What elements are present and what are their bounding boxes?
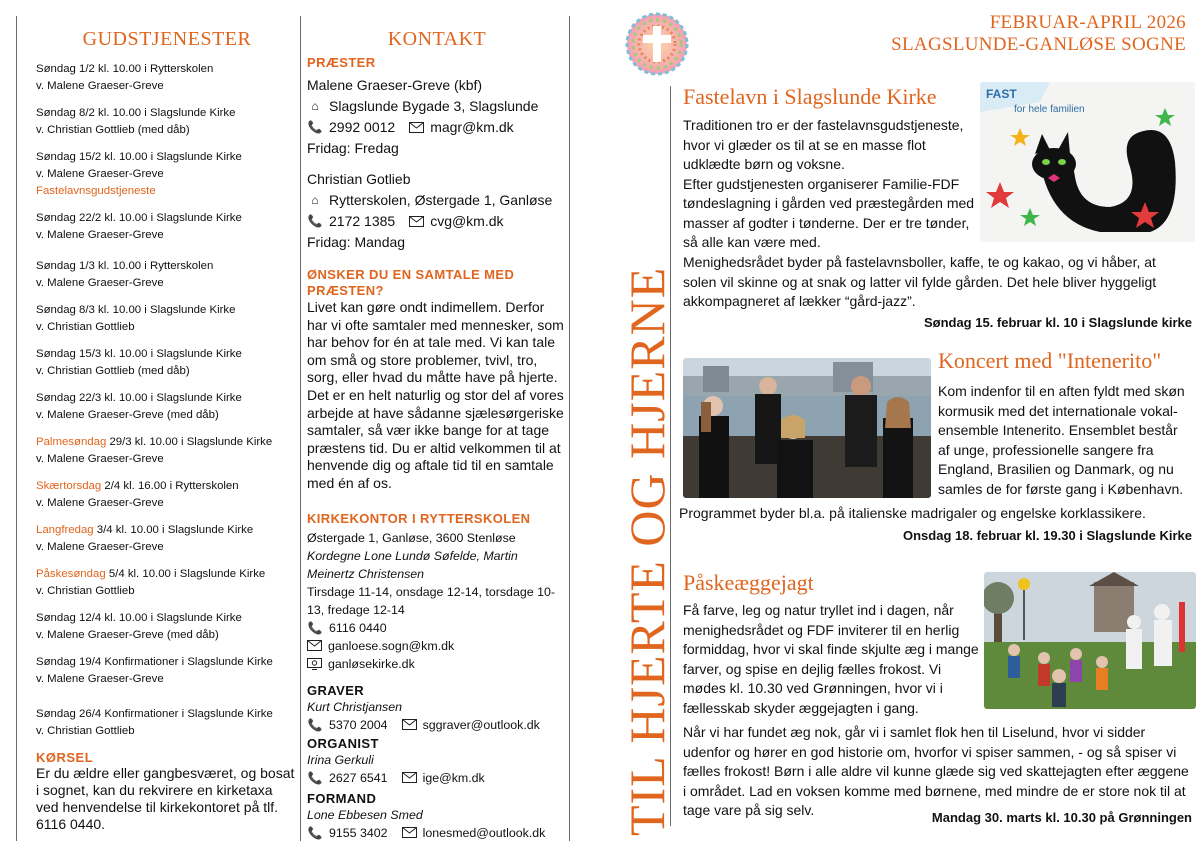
service-date-text: Søndag 8/3 kl. 10.00 i Slagslunde Kirke bbox=[36, 304, 236, 316]
service-item bbox=[36, 522, 298, 556]
fastelavn-text-3: Menighedsrådet byder på fastelavnsboller, kaffe, te og kakao, og vi håber, at solen vil skinne og at snak og latter vil fylde gården. Det hele bliver hyggeligt akkompagneret af lækker “gård-jazz”. bbox=[683, 254, 1157, 309]
priests-title: PRÆSTER bbox=[307, 55, 376, 70]
column-divider-2 bbox=[569, 16, 570, 841]
service-priest: v. Malene Graeser-Greve bbox=[36, 673, 164, 685]
formand-name: Lone Ebbesen Smed bbox=[307, 807, 423, 822]
koncert-date: Onsdag 18. februar kl. 19.30 i Slagslunde Kirke bbox=[902, 528, 1192, 543]
monitor-icon bbox=[307, 658, 322, 670]
service-date-line bbox=[36, 61, 298, 78]
priest2-dayoff: Fridag: Mandag bbox=[307, 234, 406, 250]
koncert-ensemble-photo bbox=[683, 358, 931, 498]
poster-heading-text: FAST bbox=[986, 87, 1017, 101]
formand-email[interactable]: lonesmed@outlook.dk bbox=[422, 825, 546, 840]
service-date-line bbox=[36, 610, 298, 627]
service-date-text: Søndag 26/4 Konfirmationer i Slagslunde Kirke bbox=[36, 708, 273, 720]
phone-icon: 📞 bbox=[307, 770, 323, 785]
office-address: Østergade 1, Ganløse, 3600 Stenløse bbox=[307, 530, 516, 545]
service-item bbox=[36, 610, 298, 644]
service-date-text: Søndag 15/2 kl. 10.00 i Slagslunde Kirke bbox=[36, 151, 242, 163]
services-column bbox=[36, 28, 298, 833]
envelope-icon bbox=[402, 827, 417, 838]
office-phone-row bbox=[307, 619, 567, 637]
service-priest: v. Christian Gottlieb bbox=[36, 585, 135, 597]
priest2-phone: 2172 1385 bbox=[329, 213, 396, 229]
service-priest: v. Malene Graeser-Greve bbox=[36, 277, 164, 289]
priest1-contact bbox=[307, 117, 567, 138]
service-date-line bbox=[36, 149, 298, 166]
house-icon: ⌂ bbox=[311, 193, 319, 207]
service-priest: v. Malene Graeser-Greve bbox=[36, 453, 164, 465]
contact-title: KONTAKT bbox=[387, 28, 487, 50]
service-priest: v. Christian Gottlieb (med dåb) bbox=[36, 365, 190, 377]
service-date-line bbox=[36, 522, 298, 539]
issue-header bbox=[891, 12, 1186, 56]
service-priest: v. Malene Graeser-Greve (med dåb) bbox=[36, 629, 219, 641]
envelope-icon bbox=[409, 122, 424, 133]
office-staff: Kordegne Lone Lundø Søfelde, Martin Meinertz Christensen bbox=[307, 548, 518, 581]
service-item bbox=[36, 390, 298, 424]
priest2-address bbox=[307, 190, 567, 211]
service-item bbox=[36, 706, 298, 740]
service-priest: v. Malene Graeser-Greve bbox=[36, 541, 164, 553]
service-date-line bbox=[36, 566, 298, 583]
service-date-text: Søndag 12/4 kl. 10.00 i Slagslunde Kirke bbox=[36, 612, 242, 624]
house-icon: ⌂ bbox=[311, 99, 319, 113]
service-date-line bbox=[36, 210, 298, 227]
fastelavn-text-1: Traditionen tro er der fastelavnsgudstjeneste, hvor vi glæder os til at se en masse flot udklædte børn og voksne. bbox=[683, 117, 964, 172]
service-date-line bbox=[36, 478, 298, 495]
service-item bbox=[36, 210, 298, 244]
service-date-text: Søndag 15/3 kl. 10.00 i Slagslunde Kirke bbox=[36, 348, 242, 360]
paaske-date: Mandag 30. marts kl. 10.30 på Grønningen bbox=[931, 810, 1192, 825]
service-date-text: Søndag 8/2 kl. 10.00 i Slagslunde Kirke bbox=[36, 107, 236, 119]
fastelavn-title: Fastelavn i Slagslunde Kirke bbox=[683, 84, 937, 109]
service-date-line bbox=[36, 105, 298, 122]
formand-title: FORMAND bbox=[307, 790, 377, 806]
graver-contact bbox=[307, 716, 567, 734]
service-date-line bbox=[36, 346, 298, 363]
envelope-icon bbox=[409, 216, 424, 227]
office-web[interactable]: ganløsekirke.dk bbox=[328, 656, 415, 671]
contact-column bbox=[307, 28, 567, 842]
service-item bbox=[36, 654, 298, 688]
priest1-address-text: Slagslunde Bygade 3, Slagslunde bbox=[329, 98, 539, 114]
organist-phone: 2627 6541 bbox=[329, 770, 388, 785]
poster-subtitle-text: for hele familien bbox=[1014, 104, 1085, 115]
envelope-icon bbox=[402, 719, 417, 730]
office-phone: 6116 0440 bbox=[329, 620, 387, 635]
korsel-text: Er du ældre eller gangbesværet, og bosat i sognet, kan du rekvirere en kirketaxa ved henvendelse til kirkekontoret på tlf. 6116 0440. bbox=[36, 765, 295, 832]
phone-icon: 📞 bbox=[307, 214, 323, 228]
koncert-title: Koncert med "Intenerito" bbox=[938, 348, 1162, 373]
service-priest: v. Christian Gottlieb (med dåb) bbox=[36, 124, 190, 136]
graver-email[interactable]: sggraver@outlook.dk bbox=[422, 717, 540, 732]
service-item bbox=[36, 302, 298, 336]
priest2-email[interactable]: cvg@km.dk bbox=[430, 213, 504, 229]
fastelavn-poster-image bbox=[980, 82, 1195, 242]
service-date-line bbox=[36, 390, 298, 407]
service-item bbox=[36, 61, 298, 95]
graver-title: GRAVER bbox=[307, 682, 365, 698]
service-priest: v. Malene Graeser-Greve bbox=[36, 80, 164, 92]
service-feast-name: Skærtorsdag bbox=[36, 480, 102, 492]
graver-phone: 5370 2004 bbox=[329, 717, 388, 732]
service-item bbox=[36, 434, 298, 468]
service-item bbox=[36, 566, 298, 600]
fastelavn-text-2: Efter gudstjenesten organiserer Familie-FDF tøndeslagning i gården ved præstegården med masser af godter i tønderne. Der er tre tønder, så alle kan være med. bbox=[683, 175, 975, 250]
service-date-text: Søndag 1/3 kl. 10.00 i Rytterskolen bbox=[36, 260, 214, 272]
priest1-address bbox=[307, 96, 567, 117]
office-email-row bbox=[307, 637, 567, 655]
issue-period: FEBRUAR-APRIL 2026 bbox=[989, 12, 1186, 33]
paaske-title: Påskeæggejagt bbox=[683, 570, 814, 595]
service-date-text: Søndag 1/2 kl. 10.00 i Rytterskolen bbox=[36, 63, 214, 75]
service-feast-name: Langfredag bbox=[36, 524, 94, 536]
phone-icon: 📞 bbox=[307, 717, 323, 732]
column-divider-1 bbox=[300, 16, 301, 841]
service-item bbox=[36, 258, 298, 292]
phone-icon: 📞 bbox=[307, 620, 323, 635]
office-hours: Tirsdage 11-14, onsdage 12-14, torsdage 10-13, fredage 12-14 bbox=[307, 584, 555, 617]
priest1-name: Malene Graeser-Greve (kbf) bbox=[307, 77, 483, 93]
office-web-row bbox=[307, 655, 567, 673]
service-item bbox=[36, 149, 298, 200]
service-priest: v. Malene Graeser-Greve (med dåb) bbox=[36, 409, 219, 421]
service-feast-name: Påskesøndag bbox=[36, 568, 106, 580]
service-date-text: 2/4 kl. 16.00 i Rytterskolen bbox=[101, 480, 239, 492]
koncert-text-2: Programmet byder bl.a. på italienske madrigaler og engelske korklassikere. bbox=[679, 505, 1146, 521]
service-note: Fastelavnsgudstjeneste bbox=[36, 185, 156, 197]
service-item bbox=[36, 346, 298, 380]
service-feast-name: Palmesøndag bbox=[36, 436, 107, 448]
phone-icon: 📞 bbox=[307, 825, 323, 840]
service-date-line bbox=[36, 258, 298, 275]
priest2-contact bbox=[307, 211, 567, 232]
koncert-text-1: Kom indenfor til en aften fyldt med skøn kormusik med det internationale vokal-ensemble Intenerito. Ensemblet består af unge, professionelle sangere fra England, Brasilien og Danmark, og nu samles de for første gang i København. bbox=[938, 383, 1185, 497]
fastelavn-text bbox=[683, 116, 975, 253]
organist-email[interactable]: ige@km.dk bbox=[422, 770, 485, 785]
organist-name: Irina Gerkuli bbox=[307, 752, 374, 767]
service-priest: v. Malene Graeser-Greve bbox=[36, 497, 164, 509]
parish-name: SLAGSLUNDE-GANLØSE SOGNE bbox=[891, 34, 1186, 55]
service-date-line bbox=[36, 706, 298, 723]
organist-contact bbox=[307, 769, 567, 787]
formand-contact bbox=[307, 824, 567, 842]
fastelavn-date: Søndag 15. februar kl. 10 i Slagslunde kirke bbox=[923, 315, 1192, 330]
service-priest: v. Malene Graeser-Greve bbox=[36, 168, 164, 180]
service-date-line bbox=[36, 434, 298, 451]
korsel-title: KØRSEL bbox=[36, 750, 94, 765]
service-date-text: Søndag 22/2 kl. 10.00 i Slagslunde Kirke bbox=[36, 212, 242, 224]
service-date-line bbox=[36, 654, 298, 671]
column-divider-left bbox=[16, 16, 17, 841]
talk-text: Livet kan gøre ondt indimellem. Derfor har vi ofte samtaler med mennesker, som har behov for én at tale med. Vi kan tale om små og store problemer, tvivl, tro, sorg, eller hvad du måtte have på hjerte. Det er en helt naturlig og stor del af vores arbejde at have sådanne sjælesørgeriske samtaler, så vær ikke bange for at tage præstens tid. Du er altid velkommen til at henvende dig og aftale tid til en samtale med én af os. bbox=[307, 299, 564, 491]
services-title: GUDSTJENESTER bbox=[82, 28, 252, 50]
parish-logo bbox=[625, 12, 689, 81]
office-title: KIRKEKONTOR I RYTTERSKOLEN bbox=[307, 510, 531, 526]
service-date-text: Søndag 22/3 kl. 10.00 i Slagslunde Kirke bbox=[36, 392, 242, 404]
service-date-text: 5/4 kl. 10.00 i Slagslunde Kirke bbox=[105, 568, 266, 580]
service-date-line bbox=[36, 302, 298, 319]
priest1-dayoff: Fridag: Fredag bbox=[307, 140, 399, 156]
service-date-text: 29/3 kl. 10.00 i Slagslunde Kirke bbox=[106, 436, 273, 448]
service-item bbox=[36, 105, 298, 139]
priest2-address-text: Rytterskolen, Østergade 1, Ganløse bbox=[329, 192, 553, 208]
service-date-text: Søndag 19/4 Konfirmationer i Slagslunde Kirke bbox=[36, 656, 273, 668]
service-item bbox=[36, 478, 298, 512]
paaske-text-2: Når vi har fundet æg nok, går vi i samlet flok hen til Liselund, hvor vi sidder udenfor og hører en god historie om, hvorfor vi spiser sammen, - og så spiser vi fælles frokost! Børn i alle aldre vil kunne glæde sig ved skattejagten efter æggene i området. Lad en voksen komme med børnene, med mindre de er store nok til at tage vare på sig selv. bbox=[683, 724, 1189, 818]
paaske-easter-photo bbox=[984, 572, 1196, 709]
priest1-phone: 2992 0012 bbox=[329, 119, 396, 135]
envelope-icon bbox=[307, 640, 322, 651]
office-email[interactable]: ganloese.sogn@km.dk bbox=[328, 638, 455, 653]
formand-phone: 9155 3402 bbox=[329, 825, 388, 840]
priest1-email[interactable]: magr@km.dk bbox=[430, 119, 514, 135]
organist-title: ORGANIST bbox=[307, 735, 379, 751]
service-priest: v. Christian Gottlieb bbox=[36, 321, 135, 333]
service-priest: v. Christian Gottlieb bbox=[36, 725, 135, 737]
envelope-icon bbox=[402, 772, 417, 783]
graver-name: Kurt Christjansen bbox=[307, 699, 403, 714]
services-list bbox=[36, 61, 298, 740]
service-date-text: 3/4 kl. 10.00 i Slagslunde Kirke bbox=[93, 524, 254, 536]
talk-title: ØNSKER DU EN SAMTALE MED PRÆSTEN? bbox=[307, 267, 515, 298]
vertical-banner-title: TIL HJERTE OG HJERNE bbox=[619, 266, 675, 836]
phone-icon: 📞 bbox=[307, 120, 323, 134]
paaske-text-1: Få farve, leg og natur tryllet ind i dagen, når menighedsrådet og FDF inviterer til en herlig formiddag, hvor vi skal finde skjulte æg i mange farver, og spise en dejlig fælles frokost. Vi mødes kl. 10.30 ved Grønningen, hvor vi i fællesskab skyder æggejagten i gang. bbox=[683, 602, 979, 716]
priest2-name: Christian Gotlieb bbox=[307, 171, 411, 187]
service-priest: v. Malene Graeser-Greve bbox=[36, 229, 164, 241]
